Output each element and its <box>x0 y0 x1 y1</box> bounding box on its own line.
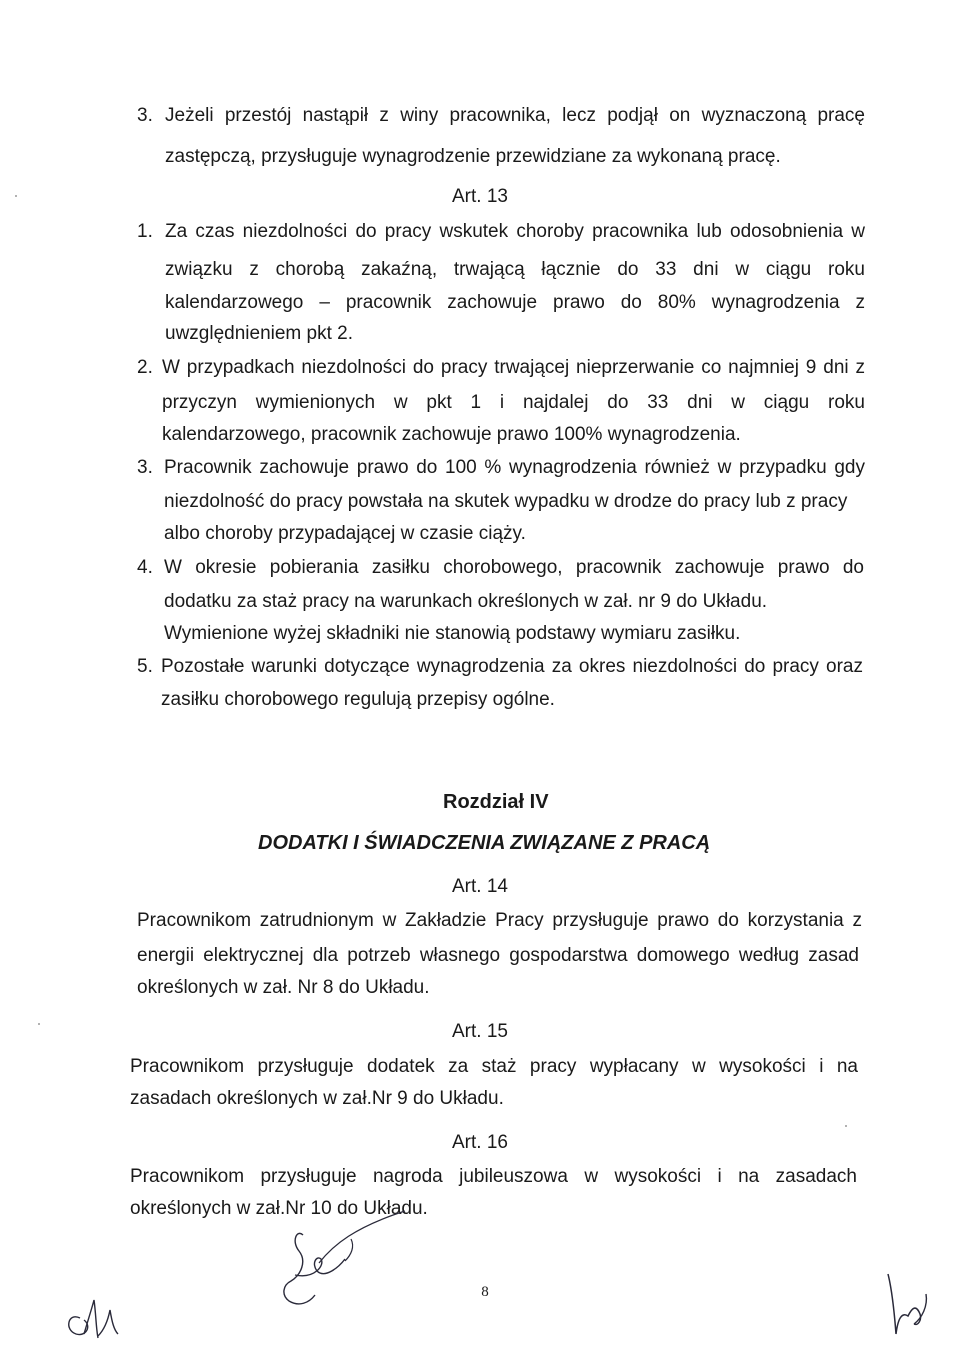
paragraph-line: albo choroby przypadającej w czasie ciąży. <box>164 523 526 544</box>
paragraph-line: W przypadkach niezdolności do pracy trwającej nieprzerwanie co najmniej 9 dni z <box>162 357 865 378</box>
item-number: 3. <box>137 457 153 478</box>
item-number: 2. <box>137 357 153 378</box>
item-number: 1. <box>137 221 153 242</box>
item-number: 4. <box>137 557 153 578</box>
page-number: 8 <box>481 1284 489 1300</box>
paragraph-line: określonych w zał.Nr 10 do Układu. <box>130 1198 428 1219</box>
article-title: Art. 15 <box>452 1021 508 1042</box>
chapter-subtitle: DODATKI I ŚWIADCZENIA ZWIĄZANE Z PRACĄ <box>258 832 711 854</box>
signature-initials-left <box>58 1290 138 1350</box>
article-title: Art. 16 <box>452 1132 508 1153</box>
paragraph-line: kalendarzowego – pracownik zachowuje prawo do 80% wynagrodzenia z <box>165 292 865 313</box>
paragraph-line: przyczyn wymienionych w pkt 1 i najdalej do 33 dni w ciągu roku <box>162 392 865 413</box>
paragraph-line: Pracownikom zatrudnionym w Zakładzie Pracy przysługuje prawo do korzystania z <box>137 910 862 931</box>
paragraph-line: związku z chorobą zakaźną, trwającą łącznie do 33 dni w ciągu roku <box>165 259 865 280</box>
signature-initials-right <box>878 1268 938 1348</box>
paragraph-line: Wymienione wyżej składniki nie stanowią podstawy wymiaru zasiłku. <box>164 623 741 644</box>
paragraph-line: Pracownik zachowuje prawo do 100 % wynagrodzenia również w przypadku gdy <box>164 457 865 478</box>
scan-speck <box>845 1125 847 1127</box>
signature-center <box>255 1205 425 1325</box>
item-number: 5. <box>137 656 153 677</box>
paragraph-line: Pracownikom przysługuje nagroda jubileuszowa w wysokości i na zasadach <box>130 1166 857 1187</box>
paragraph-line: zastępczą, przysługuje wynagrodzenie przewidziane za wykonaną pracę. <box>165 146 781 167</box>
paragraph-line: niezdolność do pracy powstała na skutek wypadku w drodze do pracy lub z pracy <box>164 491 848 512</box>
paragraph-line: zasiłku chorobowego regulują przepisy ogólne. <box>161 689 555 710</box>
paragraph-line: Za czas niezdolności do pracy wskutek choroby pracownika lub odosobnienia w <box>165 221 865 242</box>
paragraph-line: określonych w zał. Nr 8 do Układu. <box>137 977 430 998</box>
paragraph-line: Pracownikom przysługuje dodatek za staż pracy wypłacany w wysokości i na <box>130 1056 858 1077</box>
item-number: 3. <box>137 105 153 126</box>
paragraph-line: zasadach określonych w zał.Nr 9 do Układu. <box>130 1088 504 1109</box>
article-title: Art. 14 <box>452 876 508 897</box>
chapter-title: Rozdział IV <box>443 791 549 813</box>
paragraph-line: Pozostałe warunki dotyczące wynagrodzenia za okres niezdolności do pracy oraz <box>161 656 863 677</box>
scan-speck <box>15 195 17 197</box>
paragraph-line: uwzględnieniem pkt 2. <box>165 323 353 344</box>
article-title: Art. 13 <box>452 186 508 207</box>
paragraph-line: W okresie pobierania zasiłku chorobowego, pracownik zachowuje prawo do <box>164 557 864 578</box>
paragraph-line: dodatku za staż pracy na warunkach określonych w zał. nr 9 do Układu. <box>164 591 768 612</box>
scan-speck <box>38 1023 40 1025</box>
paragraph-line: Jeżeli przestój nastąpił z winy pracownika, lecz podjął on wyznaczoną pracę <box>165 105 865 126</box>
paragraph-line: kalendarzowego, pracownik zachowuje prawo 100% wynagrodzenia. <box>162 424 741 445</box>
paragraph-line: energii elektrycznej dla potrzeb własnego gospodarstwa domowego według zasad <box>137 945 859 966</box>
